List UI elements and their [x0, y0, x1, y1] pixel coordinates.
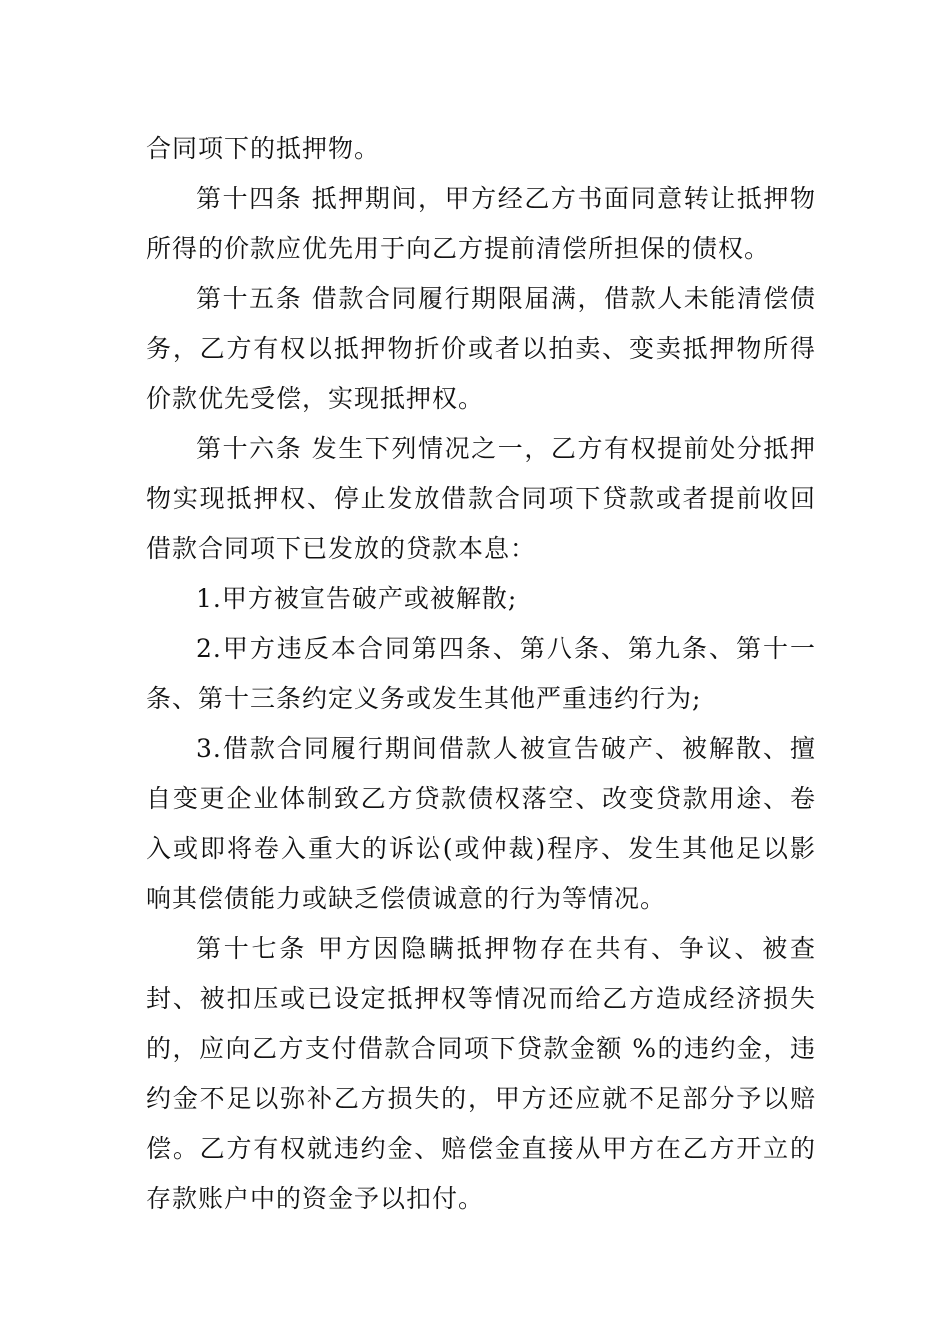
- paragraph-item-1: 1.甲方被宣告破产或被解散;: [196, 584, 518, 613]
- paragraph-continuation: 合同项下的抵押物。: [146, 134, 381, 163]
- paragraph-item-2: 2.甲方违反本合同第四条、第八条、第九条、第十一条、第十三条约定义务或发生其他严重违约行为;: [146, 634, 816, 713]
- paragraph-article-15: 第十五条 借款合同履行期限届满，借款人未能清偿债务，乙方有权以抵押物折价或者以拍卖、变卖抵押物所得价款优先受偿，实现抵押权。: [146, 284, 816, 413]
- paragraph-article-16: 第十六条 发生下列情况之一，乙方有权提前处分抵押物实现抵押权、停止发放借款合同项下贷款或者提前收回借款合同项下已发放的贷款本息：: [146, 434, 816, 563]
- paragraph-article-17: 第十七条 甲方因隐瞒抵押物存在共有、争议、被查封、被扣压或已设定抵押权等情况而给乙方造成经济损失的，应向乙方支付借款合同项下贷款金额 %的违约金，违约金不足以弥补乙方损失的，甲方还应就不足部分予以赔偿。乙方有权就违约金、赔偿金直接从甲方在乙方开立的存款账户中的资金予以扣付。: [146, 934, 816, 1213]
- paragraph-article-14: 第十四条 抵押期间，甲方经乙方书面同意转让抵押物所得的价款应优先用于向乙方提前清偿所担保的债权。: [146, 184, 816, 263]
- paragraph-item-3: 3.借款合同履行期间借款人被宣告破产、被解散、擅自变更企业体制致乙方贷款债权落空、改变贷款用途、卷入或即将卷入重大的诉讼(或仲裁)程序、发生其他足以影响其偿债能力或缺乏偿债诚意的行为等情况。: [146, 734, 816, 913]
- document-page: [146, 124, 816, 1224]
